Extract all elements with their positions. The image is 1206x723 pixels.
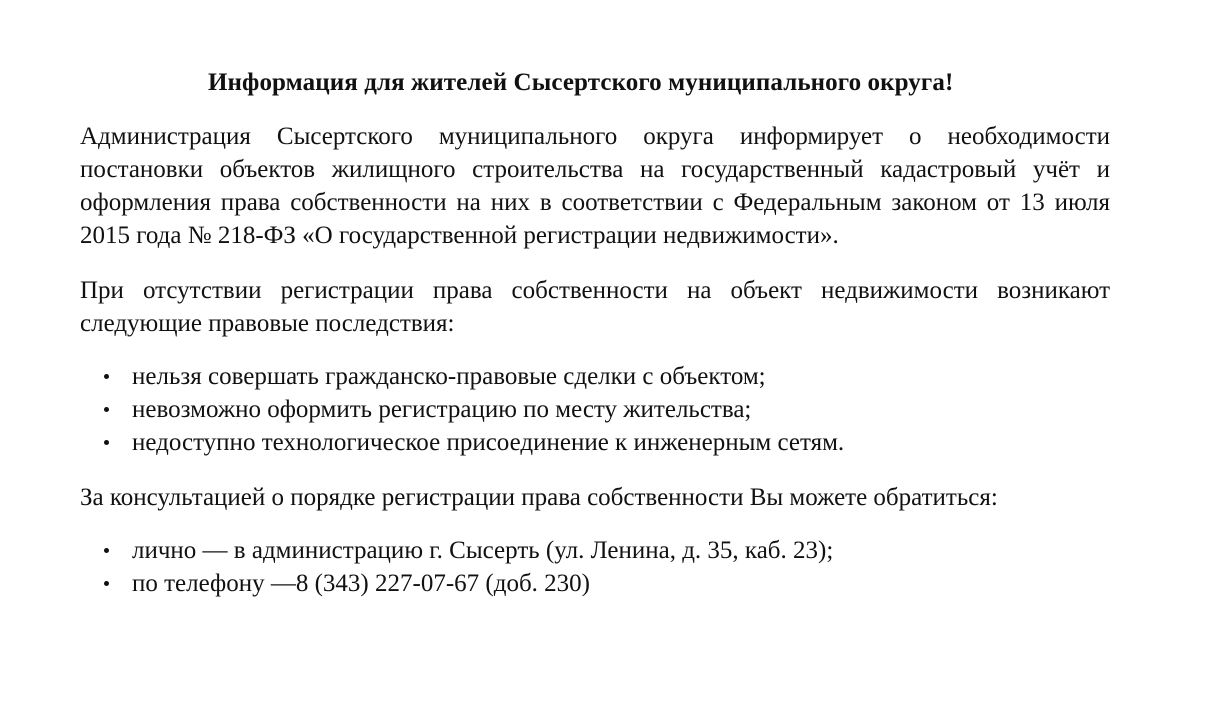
list-item [80, 534, 1110, 567]
bullet-icon [104, 548, 109, 553]
intro-paragraph: Администрация Сысертского муниципального округа информирует о необходимости постановки объектов жилищного строительства на государственный кадастровый учёт и оформления права собственности на них в соответствии с Федеральным законом от 13 июля 2015 года № 218-ФЗ «О государственной регистрации недвижимости». [80, 123, 1110, 249]
contact-in-person: лично — в администрацию г. Сысерть (ул. Ленина, д. 35, каб. 23); [132, 537, 834, 564]
bullet-icon [104, 374, 109, 379]
bullet-icon [104, 581, 109, 586]
list-item-text: недоступно технологическое присоединение к инженерным сетям. [132, 429, 845, 456]
list-item-text: нельзя совершать гражданско-правовые сделки с объектом; [132, 363, 766, 390]
consequences-paragraph: При отсутствии регистрации права собственности на объект недвижимости возникают следующие правовые последствия: [80, 277, 1110, 337]
list-item-text: невозможно оформить регистрацию по месту жительства; [132, 396, 752, 423]
list-item [80, 426, 1110, 459]
bullet-icon [104, 407, 109, 412]
contact-phone: по телефону —8 (343) 227-07-67 (доб. 230) [132, 570, 590, 597]
consequences-list [80, 360, 1110, 459]
list-item [80, 393, 1110, 426]
list-item [80, 567, 1110, 600]
consultation-paragraph: За консультацией о порядке регистрации права собственности Вы можете обратиться: [80, 484, 998, 511]
document-title: Информация для жителей Сысертского муниципального округа! [208, 69, 954, 96]
bullet-icon [104, 440, 109, 445]
list-item [80, 360, 1110, 393]
contacts-list [80, 534, 1110, 600]
